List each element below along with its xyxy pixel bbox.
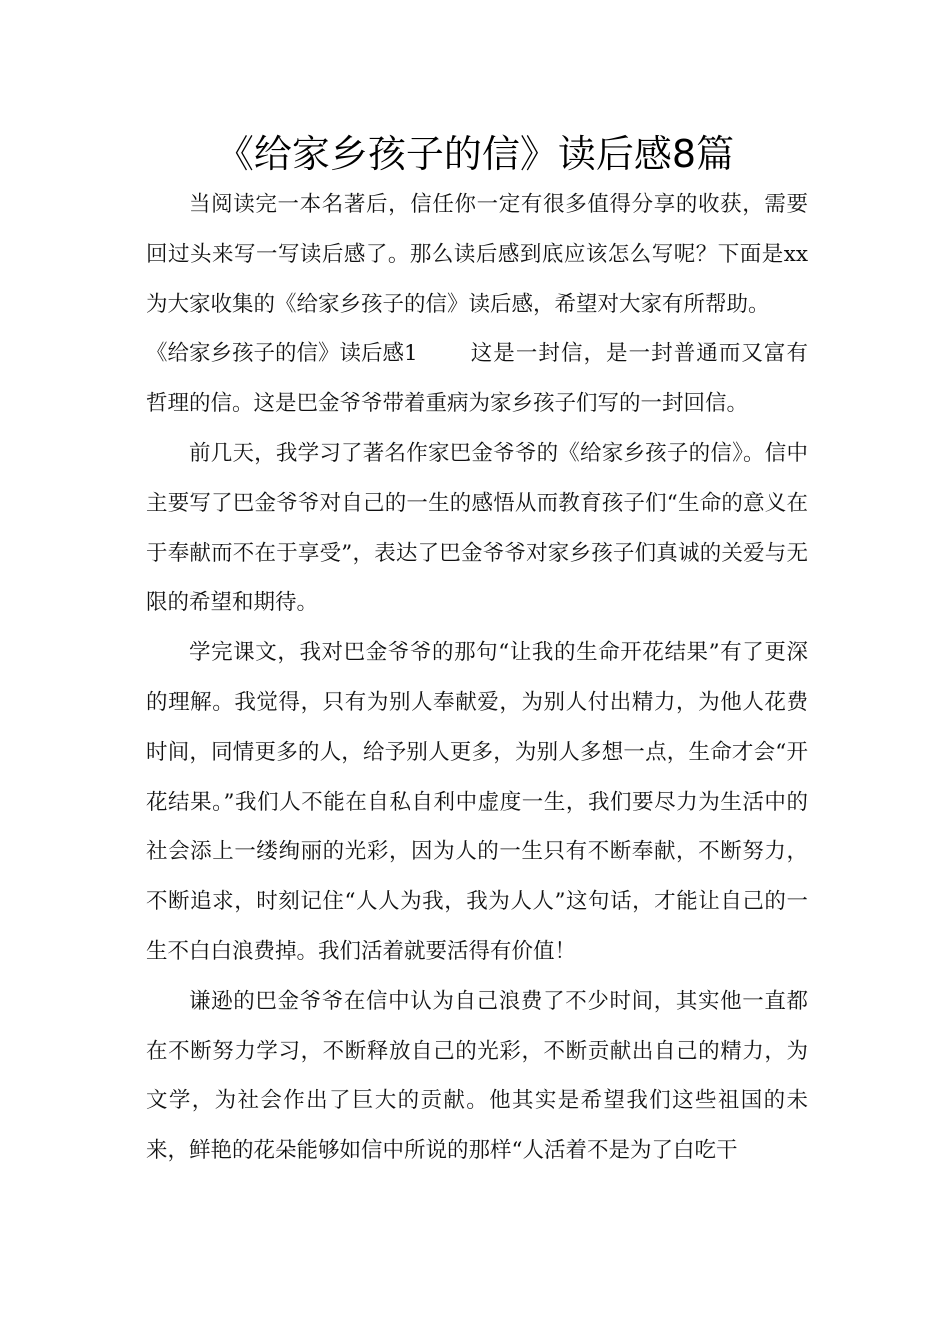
intro-paragraph: 当阅读完一本名著后，信任你一定有很多值得分享的收获，需要回过头来写一写读后感了。那么读后感到底应该怎么写呢？下面是xx为大家收集的《给家乡孩子的信》读后感，希望对大家有所帮助。 — [146, 192, 808, 317]
section-1-paragraph — [146, 329, 808, 429]
body-paragraph-3: 谦逊的巴金爷爷在信中认为自己浪费了不少时间，其实他一直都在不断努力学习，不断释放自己的光彩，不断贡献出自己的精力，为文学，为社会作出了巨大的贡献。他其实是希望我们这些祖国的未来，鲜艳的花朵能够如信中所说的那样“人活着不是为了白吃干 — [146, 988, 808, 1164]
document-body — [146, 180, 808, 1176]
section-1-lead: 这是一封信，是一封普通而又富有哲理的信。这是巴金爷爷带着重病为家乡孩子们写的一封回信。 — [146, 341, 808, 417]
body-paragraph-1: 前几天，我学习了著名作家巴金爷爷的《给家乡孩子的信》。信中主要写了巴金爷爷对自己的一生的感悟从而教育孩子们“生命的意义在于奉献而不在于享受”，表达了巴金爷爷对家乡孩子们真诚的关爱与无限的希望和期待。 — [146, 440, 808, 616]
section-1-label: 《给家乡孩子的信》读后感1 — [146, 341, 418, 367]
document-title: 《给家乡孩子的信》读后感8篇 — [215, 132, 735, 176]
body-paragraph-2: 学完课文，我对巴金爷爷的那句“让我的生命开花结果”有了更深的理解。我觉得，只有为别人奉献爱，为别人付出精力，为他人花费时间，同情更多的人，给予别人更多，为别人多想一点，生命才会“开花结果。”我们人不能在自私自利中虚度一生，我们要尽力为生活中的社会添上一缕绚丽的光彩，因为人的一生只有不断奉献，不断努力，不断追求，时刻记住“人人为我，我为人人”这句话，才能让自己的一生不白白浪费掉。我们活着就要活得有价值！ — [146, 640, 808, 964]
